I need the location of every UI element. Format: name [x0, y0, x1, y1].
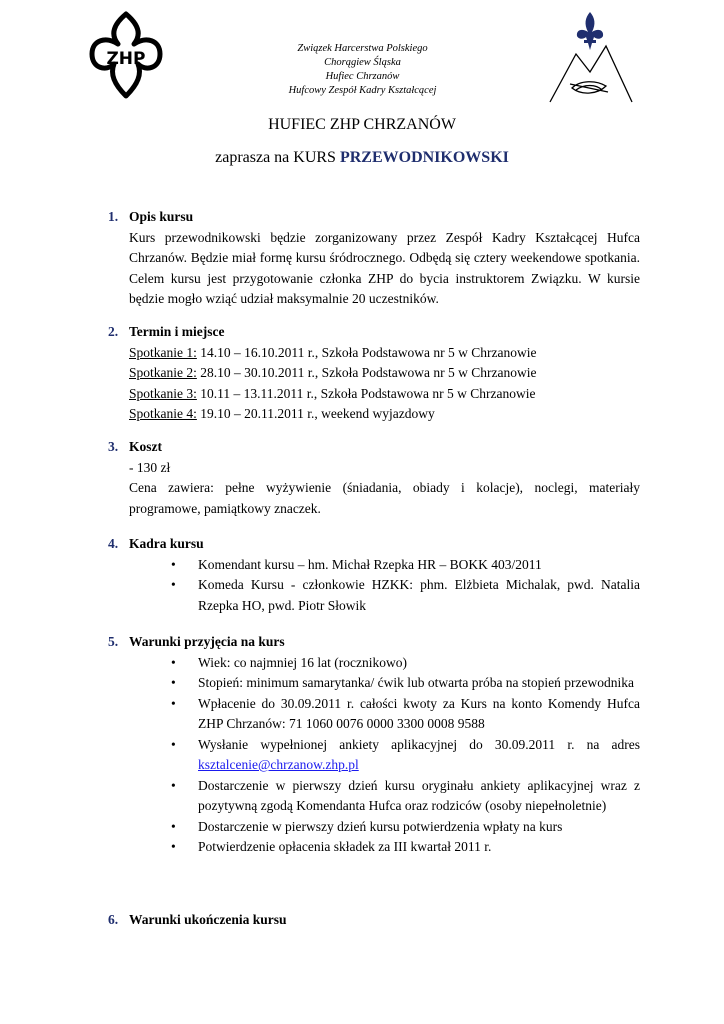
bullet-icon: •: [171, 654, 176, 670]
section-title: Termin i miejsce: [129, 324, 225, 339]
bullet-icon: •: [171, 675, 176, 690]
list-item: [171, 653, 640, 674]
list-item-text: Dostarczenie w pierwszy dzień kursu potwierdzenia wpłaty na kurs: [198, 818, 563, 834]
section-number: 1.: [108, 209, 119, 224]
price: - 130 zł: [129, 459, 171, 475]
list-item: [171, 555, 640, 576]
section-title: Warunki przyjęcia na kurs: [129, 634, 285, 649]
bullet-icon: •: [171, 839, 176, 854]
meeting-details: 10.11 – 13.11.2011 r., Szkoła Podstawowa nr 5 w Chrzanowie: [196, 385, 536, 401]
meeting-row: [129, 343, 640, 364]
list-item: [171, 776, 640, 817]
section-staff: [108, 534, 640, 616]
meeting-label: Spotkanie 2:: [129, 365, 197, 380]
bullet-icon: •: [171, 695, 176, 711]
section-dates-place: [108, 322, 640, 425]
list-item: [171, 673, 640, 694]
header-line: Chorągiew Śląska: [324, 57, 401, 68]
page-subtitle: [0, 149, 724, 167]
section-completion-conditions: [108, 910, 640, 931]
meeting-details: 28.10 – 30.10.2011 r., Szkoła Podstawowa nr 5 w Chrzanowie: [196, 365, 537, 380]
subtitle-prefix: zaprasza na KURS: [215, 149, 340, 166]
meeting-details: 14.10 – 16.10.2011 r., Szkoła Podstawowa nr 5 w Chrzanowie: [196, 344, 537, 360]
section-number: 6.: [108, 912, 119, 927]
section-course-description: [108, 207, 640, 310]
header-line: Hufcowy Zespół Kadry Kształcącej: [288, 85, 437, 96]
section-text: Cena zawiera: pełne wyżywienie (śniadania, obiady i kolacje), noclegi, materiały programowe, pamiątkowy znaczek.: [129, 480, 640, 516]
list-item: [171, 694, 640, 735]
zhp-lily-logo: [86, 10, 166, 102]
page-title: HUFIEC ZHP CHRZANÓW: [268, 116, 456, 133]
list-item-text: Wpłacenie do 30.09.2011 r. całości kwoty za Kurs na konto Komendy Hufca ZHP Chrzanów: 71 1060 0076 0000 3300 0008 9588: [198, 695, 640, 731]
section-number: 5.: [108, 634, 119, 649]
meeting-row: [129, 404, 640, 425]
meeting-label: Spotkanie 4:: [129, 406, 197, 421]
meeting-label: Spotkanie 3:: [129, 385, 197, 401]
logo-text: ZHP: [106, 49, 146, 69]
list-item-text: Potwierdzenie opłacenia składek za III kwartał 2011 r.: [198, 839, 492, 854]
meeting-row: [129, 363, 640, 384]
meeting-details: 19.10 – 20.11.2011 r., weekend wyjazdowy: [196, 406, 435, 421]
header-line: Hufiec Chrzanów: [325, 71, 400, 82]
section-title: Warunki ukończenia kursu: [129, 912, 287, 927]
list-item: [171, 735, 640, 776]
bullet-icon: •: [171, 556, 176, 572]
mountains-lily-logo: [546, 10, 634, 104]
bullet-icon: •: [171, 577, 176, 592]
list-item-text: Komeda Kursu - członkowie HZKK: phm. Elżbieta Michalak, pwd. Natalia Rzepka HO, pwd. Piotr Słowik: [198, 577, 640, 613]
organization-header: [240, 42, 485, 98]
course-name: PRZEWODNIKOWSKI: [339, 149, 509, 166]
list-item: [171, 837, 640, 858]
email-link[interactable]: ksztalcenie@chrzanow.zhp.pl: [198, 757, 359, 772]
section-text: Kurs przewodnikowski będzie zorganizowany przez Zespół Kadry Kształcącej Hufca Chrzanów. Będzie miał formę kursu śródrocznego. Odbędą się cztery weekendowe spotkania. Celem kursu jest przygotowanie członka ZHP do bycia instruktorem Związku. W kursie będzie mogło wziąć udział maksymalnie 20 uczestników.: [129, 229, 640, 306]
list-item-text: Wysłanie wypełnionej ankiety aplikacyjnej do 30.09.2011 r. na adres: [198, 736, 640, 752]
meeting-label: Spotkanie 1:: [129, 344, 197, 360]
meeting-row: [129, 384, 640, 405]
list-item-text: Stopień: minimum samarytanka/ ćwik lub otwarta próba na stopień przewodnika: [198, 675, 635, 690]
list-item-text: Wiek: co najmniej 16 lat (rocznikowo): [198, 654, 408, 670]
section-number: 3.: [108, 439, 119, 454]
bullet-icon: •: [171, 777, 176, 793]
list-item-text: Komendant kursu – hm. Michał Rzepka HR – BOKK 403/2011: [198, 556, 542, 572]
section-title: Kadra kursu: [129, 536, 204, 551]
section-admission-conditions: [108, 632, 640, 858]
bullet-icon: •: [171, 818, 176, 834]
section-cost: [108, 437, 640, 519]
section-title: Koszt: [129, 439, 162, 454]
list-item: [171, 575, 640, 616]
list-item: [171, 817, 640, 838]
list-item-text: Dostarczenie w pierwszy dzień kursu oryginału ankiety aplikacyjnej wraz z pozytywną zgodą Komendanta Hufca oraz rodziców (osoby niepełnoletnie): [198, 777, 640, 813]
bullet-icon: •: [171, 736, 176, 752]
section-title: Opis kursu: [129, 209, 194, 224]
section-number: 2.: [108, 324, 119, 339]
section-number: 4.: [108, 536, 119, 551]
header-line: Związek Harcerstwa Polskiego: [297, 43, 428, 54]
